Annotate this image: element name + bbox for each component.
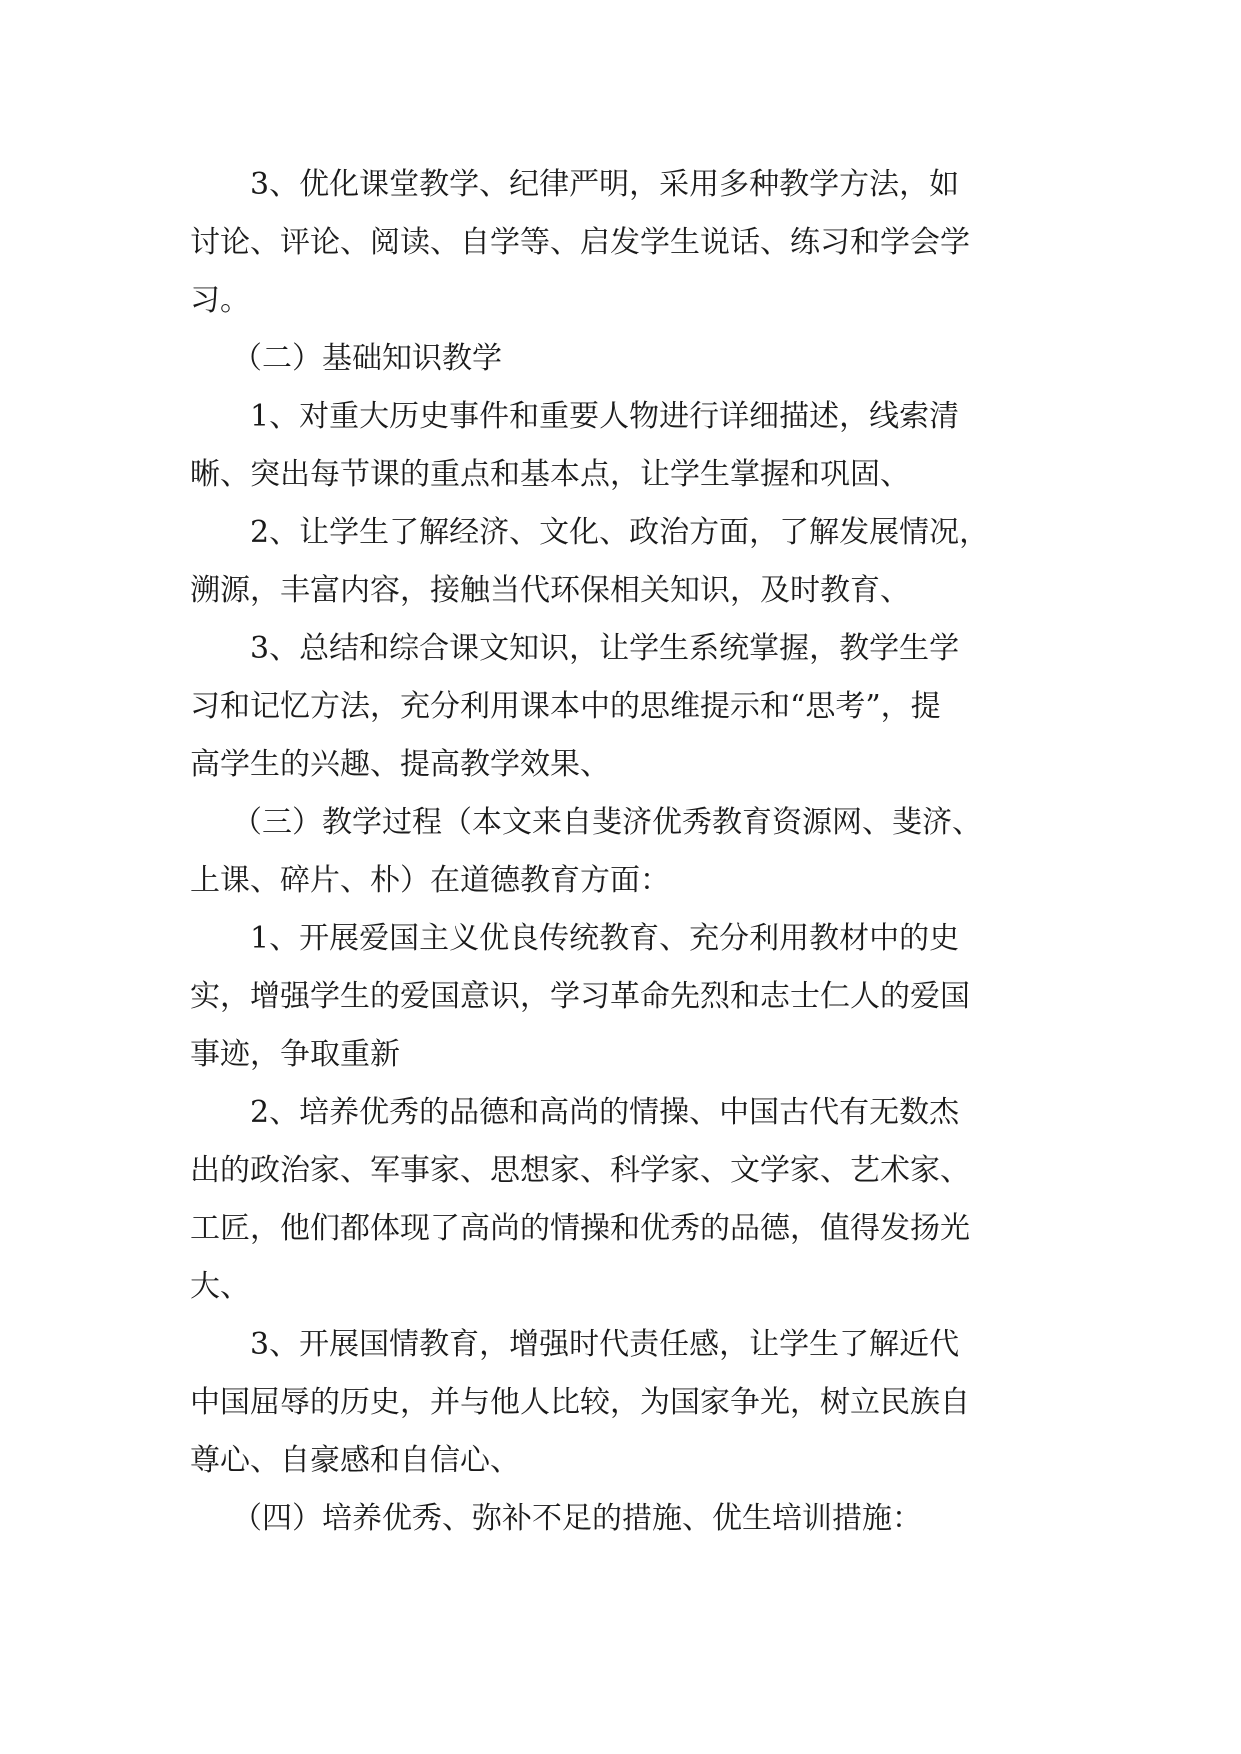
- text-line: 2、让学生了解经济、文化、政治方面，了解发展情况，: [250, 515, 990, 550]
- text-line: 上课、碎片、朴）在道德教育方面：: [190, 863, 670, 898]
- text-line: 事迹，争取重新: [190, 1037, 400, 1072]
- text-line: 1、开展爱国主义优良传统教育、充分利用教材中的史: [250, 921, 960, 956]
- text-line: 3、总结和综合课文知识，让学生系统掌握，教学生学: [250, 631, 960, 666]
- section-heading: （二）基础知识教学: [232, 341, 502, 376]
- text-line: 实，增强学生的爱国意识，学习革命先烈和志士仁人的爱国: [190, 979, 970, 1014]
- text-line: 大、: [190, 1269, 250, 1304]
- section-heading: （三）教学过程（本文来自斐济优秀教育资源网、斐济、: [232, 805, 982, 840]
- section-heading: （四）培养优秀、弥补不足的措施、优生培训措施：: [232, 1501, 922, 1536]
- text-line: 习。: [190, 283, 250, 318]
- text-line: 2、培养优秀的品德和高尚的情操、中国古代有无数杰: [250, 1095, 960, 1130]
- text-line: 中国屈辱的历史，并与他人比较，为国家争光，树立民族自: [190, 1385, 970, 1420]
- text-line: 晰、突出每节课的重点和基本点，让学生掌握和巩固、: [190, 457, 910, 492]
- text-line: 尊心、自豪感和自信心、: [190, 1443, 520, 1478]
- text-line: 高学生的兴趣、提高教学效果、: [190, 747, 610, 782]
- text-line: 1、对重大历史事件和重要人物进行详细描述，线索清: [250, 399, 960, 434]
- text-line: 3、优化课堂教学、纪律严明，采用多种教学方法，如: [250, 167, 960, 202]
- text-line: 习和记忆方法，充分利用课本中的思维提示和“思考”，提: [190, 689, 941, 724]
- text-line: 出的政治家、军事家、思想家、科学家、文学家、艺术家、: [190, 1153, 970, 1188]
- text-line: 工匠，他们都体现了高尚的情操和优秀的品德，值得发扬光: [190, 1211, 970, 1246]
- text-line: 溯源，丰富内容，接触当代环保相关知识，及时教育、: [190, 573, 910, 608]
- text-line: 讨论、评论、阅读、自学等、启发学生说话、练习和学会学: [190, 225, 970, 260]
- text-line: 3、开展国情教育，增强时代责任感，让学生了解近代: [250, 1327, 960, 1362]
